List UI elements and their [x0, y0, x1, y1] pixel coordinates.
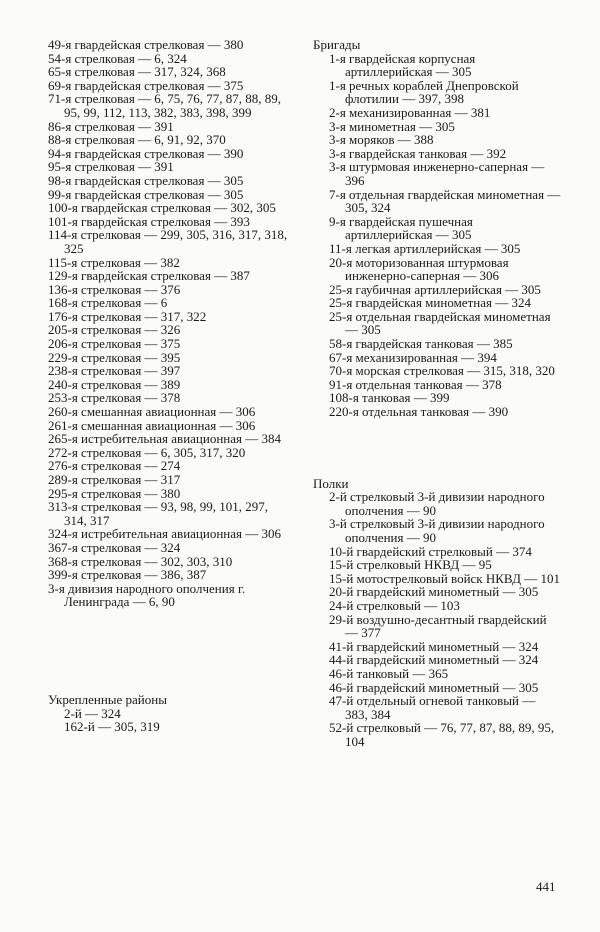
- index-entry: 99-я гвардейская стрелковая — 305: [48, 186, 244, 202]
- index-entry: 289-я стрелковая — 317: [48, 472, 181, 487]
- index-entry: 88-я стрелковая — 6, 91, 92, 370: [48, 132, 226, 148]
- index-entry: 52-й стрелковый — 76, 77, 87, 88, 89, 95, 104: [329, 720, 555, 749]
- index-entry: 260-я смешанная авиационная — 306: [48, 404, 256, 420]
- index-entry: 368-я стрелковая — 302, 303, 310: [48, 553, 233, 569]
- index-entry: 25-я гвардейская минометная — 324: [329, 295, 531, 311]
- index-entry: 95-я стрелковая — 391: [48, 159, 174, 175]
- regiments-list: [313, 490, 561, 748]
- index-entry: 162-й — 305, 319: [64, 719, 160, 735]
- index-entry: 10-й гвардейский стрелковый — 374: [329, 543, 532, 559]
- index-entry: 46-й танковый — 365: [329, 665, 449, 681]
- index-entry: 399-я стрелковая — 386, 387: [48, 567, 207, 583]
- index-entry: 3-я дивизия народного ополчения г. Ленинграда — 6, 90: [48, 580, 246, 610]
- index-entry: 114-я стрелковая — 299, 305, 316, 317, 318, 325: [48, 227, 288, 256]
- index-entry: 47-й отдельный огневой танковый — 383, 384: [329, 693, 536, 722]
- index-entry: 1-я речных кораблей Днепровской флотилии — 397, 398: [329, 77, 519, 107]
- index-entry: 108-я танковая — 399: [329, 390, 450, 406]
- index-entry: 324-я истребительная авиационная — 306: [48, 526, 282, 542]
- index-entry: 94-я гвардейская стрелковая — 390: [48, 145, 244, 161]
- index-entry: 229-я стрелковая — 395: [48, 349, 181, 365]
- index-entry: 44-й гвардейский минометный — 324: [329, 652, 539, 668]
- index-entry: 2-й стрелковый 3-й дивизии народного ополчения — 90: [329, 489, 545, 518]
- index-entry: 276-я стрелковая — 274: [48, 458, 181, 474]
- left-column: [48, 38, 293, 734]
- index-entry: 25-я отдельная гвардейская минометная — 305: [329, 308, 551, 338]
- index-entry: 20-й гвардейский минометный — 305: [329, 584, 539, 600]
- index-entry: 67-я механизированная — 394: [329, 349, 497, 365]
- divisions-list: [48, 38, 293, 609]
- index-entry: 65-я стрелковая — 317, 324, 368: [48, 64, 226, 80]
- index-entry: 25-я гаубичная артиллерийская — 305: [329, 281, 541, 297]
- index-entry: 367-я стрелковая — 324: [48, 539, 181, 555]
- index-entry: 3-я гвардейская танковая — 392: [329, 145, 507, 161]
- index-entry: 41-й гвардейский минометный — 324: [329, 638, 539, 654]
- index-entry: 3-я минометная — 305: [329, 118, 455, 134]
- index-entry: 176-я стрелковая — 317, 322: [48, 308, 207, 324]
- index-entry: 272-я стрелковая — 6, 305, 317, 320: [48, 444, 246, 460]
- index-entry: 129-я гвардейская стрелковая — 387: [48, 268, 250, 284]
- index-entry: 24-й стрелковый — 103: [329, 597, 460, 613]
- index-entry: 115-я стрелковая — 382: [48, 254, 180, 270]
- index-entry: 15-й стрелковый НКВД — 95: [329, 557, 492, 573]
- index-entry: 238-я стрелковая — 397: [48, 363, 181, 379]
- index-entry: 206-я стрелковая — 375: [48, 336, 181, 352]
- regiments-heading: Полки: [313, 475, 349, 491]
- page-number: 441: [536, 879, 556, 894]
- index-entry: 261-я смешанная авиационная — 306: [48, 417, 256, 433]
- index-entry: 136-я стрелковая — 376: [48, 281, 181, 297]
- index-entry: 100-я гвардейская стрелковая — 302, 305: [48, 200, 276, 216]
- index-entry: 2-я механизированная — 381: [329, 104, 491, 120]
- brigades-heading: Бригады: [313, 37, 361, 52]
- index-entry: 1-я гвардейская корпусная артиллерийская — 305: [329, 50, 476, 80]
- index-entry: 168-я стрелковая — 6: [48, 295, 168, 311]
- index-entry: 15-й мотострелковый войск НКВД — 101: [329, 570, 560, 586]
- index-entry: 253-я стрелковая — 378: [48, 390, 181, 406]
- index-entry: 3-я штурмовая инженерно-саперная — 396: [329, 159, 545, 188]
- index-entry: 205-я стрелковая — 326: [48, 322, 181, 338]
- index-entry: 240-я стрелковая — 389: [48, 376, 181, 392]
- index-entry: 3-й стрелковый 3-й дивизии народного ополчения — 90: [329, 516, 545, 545]
- index-entry: 70-я морская стрелковая — 315, 318, 320: [329, 363, 555, 379]
- index-entry: 9-я гвардейская пушечная артиллерийская — 305: [329, 213, 473, 243]
- index-entry: 20-я моторизованная штурмовая инженерно-саперная — 306: [329, 254, 509, 284]
- index-entry: 101-я гвардейская стрелковая — 393: [48, 213, 250, 229]
- fortified-areas-heading: Укрепленные районы: [48, 691, 167, 707]
- index-entry: 295-я стрелковая — 380: [48, 485, 181, 501]
- index-entry: 29-й воздушно-десантный гвардейский — 377: [329, 611, 547, 641]
- index-entry: 98-я гвардейская стрелковая — 305: [48, 172, 244, 188]
- index-entry: 54-я стрелковая — 6, 324: [48, 50, 187, 66]
- right-column: [313, 38, 561, 749]
- index-entry: 69-я гвардейская стрелковая — 375: [48, 77, 244, 93]
- index-entry: 11-я легкая артиллерийская — 305: [329, 240, 521, 256]
- index-entry: 3-я моряков — 388: [329, 132, 434, 148]
- index-entry: 2-й — 324: [64, 705, 121, 721]
- index-entry: 46-й гвардейский минометный — 305: [329, 679, 539, 695]
- index-entry: 49-я гвардейская стрелковая — 380: [48, 37, 244, 52]
- index-entry: 313-я стрелковая — 93, 98, 99, 101, 297, 314, 317: [48, 499, 269, 528]
- index-entry: 91-я отдельная танковая — 378: [329, 376, 502, 392]
- index-entry: 71-я стрелковая — 6, 75, 76, 77, 87, 88, 89, 95, 99, 112, 113, 382, 383, 398, 399: [48, 91, 282, 120]
- index-entry: 86-я стрелковая — 391: [48, 118, 174, 134]
- brigades-list: [313, 52, 561, 419]
- fortified-areas-list: [48, 707, 293, 734]
- index-entry: 265-я истребительная авиационная — 384: [48, 431, 282, 447]
- index-entry: 220-я отдельная танковая — 390: [329, 404, 509, 420]
- index-entry: 7-я отдельная гвардейская минометная — 305, 324: [329, 186, 561, 216]
- index-entry: 58-я гвардейская танковая — 385: [329, 336, 513, 352]
